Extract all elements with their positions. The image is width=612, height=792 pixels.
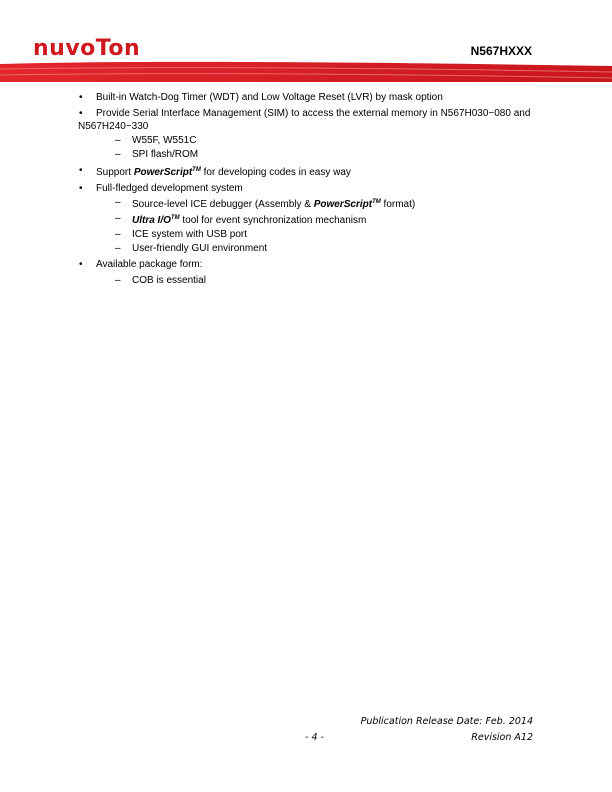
header-red-band (0, 60, 612, 86)
feature-list (78, 91, 534, 290)
sim-sub-spi: SPI flash/ROM (132, 149, 199, 160)
trademark-mark: TM (372, 199, 381, 205)
revision: Revision A12 (471, 732, 533, 743)
page-number: - 4 - (305, 732, 324, 743)
sim-sub-w55f: W55F, W551C (132, 135, 197, 146)
bullet-icon: • (79, 259, 83, 270)
logo-text: nuvoTon (33, 36, 141, 61)
feature-powerscript-post: for developing codes in easy way (200, 167, 351, 178)
list-item (78, 164, 534, 179)
dash-icon: – (115, 213, 121, 224)
ice-debugger-pre: Source-level ICE debugger (Assembly & (132, 199, 314, 210)
dash-icon: – (115, 135, 121, 146)
ultra-io-post: tool for event synchronization mechanism (179, 215, 367, 226)
feature-dev-system: Full-fledged development system (96, 183, 243, 194)
bullet-icon: • (79, 165, 83, 176)
trademark-mark: TM (192, 167, 201, 173)
package-cob: COB is essential (132, 275, 206, 286)
feature-wdt-lvr: Built-in Watch-Dog Timer (WDT) and Low Voltage Reset (LVR) by mask option (96, 92, 443, 103)
dash-icon: – (115, 275, 121, 286)
dash-icon: – (115, 197, 121, 208)
feature-powerscript-pre: Support (96, 167, 134, 178)
dash-icon: – (115, 229, 121, 240)
ice-debugger-post: format) (380, 199, 416, 210)
trademark-mark: TM (170, 215, 180, 221)
dash-icon: – (115, 243, 121, 254)
list-item (78, 107, 534, 161)
bullet-icon: • (79, 92, 83, 103)
dash-icon: – (115, 149, 121, 160)
powerscript-brand: PowerScript (133, 167, 193, 178)
nuvoton-logo (33, 38, 140, 60)
list-item (78, 91, 534, 104)
powerscript-brand: PowerScript (313, 199, 373, 210)
gui-environment: User-friendly GUI environment (132, 243, 268, 254)
feature-package: Available package form: (96, 259, 203, 270)
bullet-icon: • (79, 183, 83, 194)
ice-usb: ICE system with USB port (132, 229, 248, 240)
feature-sim-line2: N567H240~330 (78, 121, 149, 132)
ultra-io-brand: Ultra I/O (132, 215, 171, 226)
publication-date: Publication Release Date: Feb. 2014 (360, 716, 533, 727)
document-model-number: N567HXXX (470, 44, 532, 58)
bullet-icon: • (79, 108, 83, 119)
list-item (78, 258, 534, 287)
feature-sim-line1: Provide Serial Interface Management (SIM) to access the external memory in N567H030~080 and (96, 108, 531, 119)
list-item (78, 182, 534, 255)
